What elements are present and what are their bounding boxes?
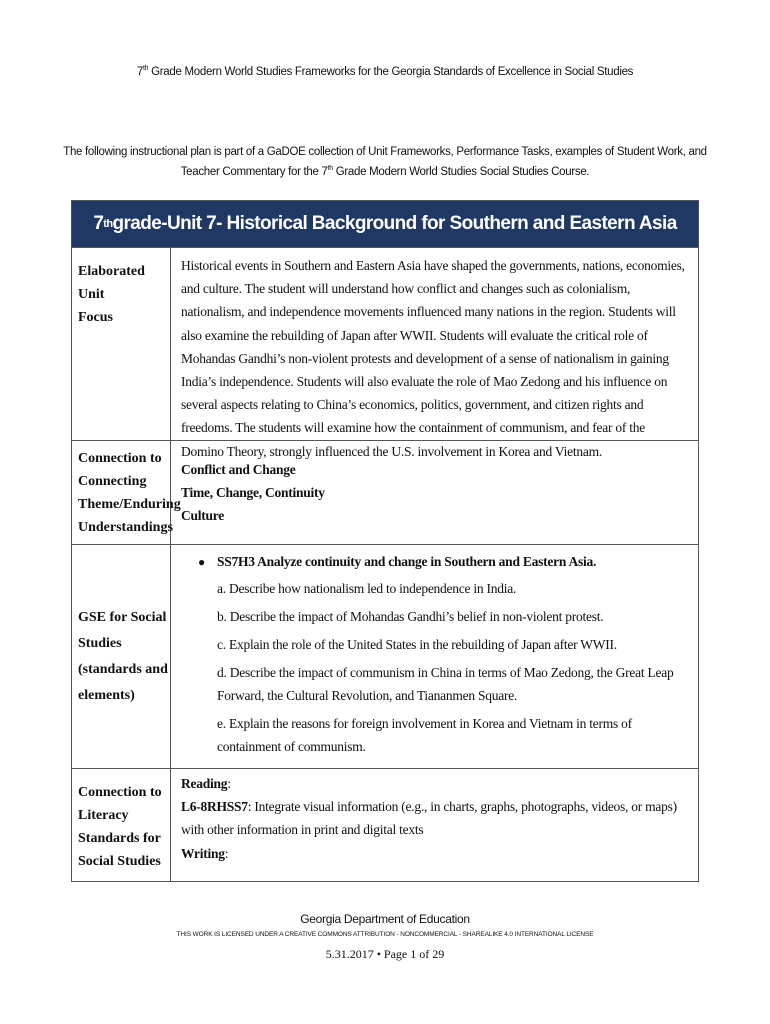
intro-paragraph [60, 142, 710, 182]
literacy-content [171, 769, 698, 881]
reading-standard: L6-8RHSS7: Integrate visual information (e.g., in charts, graphs, photographs, videos, or maps) with other information in print and digital texts [181, 799, 677, 838]
row-literacy-standards [72, 769, 698, 881]
footer-organization: Georgia Department of Education [300, 912, 470, 926]
header-text: Grade Modern World Studies Frameworks for the Georgia Standards of Excellence in Social Studies [148, 66, 634, 78]
footer-page-number: 5.31.2017 • Page 1 of 29 [325, 947, 445, 961]
element-item: b. Describe the impact of Mohandas Gandhi’s belief in non-violent protest. [217, 609, 604, 625]
element-item: a. Describe how nationalism led to independence in India. [217, 581, 517, 597]
header-grade-number: 7 [136, 66, 143, 78]
theme-item: Conflict and Change [181, 462, 296, 477]
unit-framework-table [71, 200, 699, 882]
themes-list [171, 441, 698, 544]
bullet-icon: ● [198, 555, 205, 569]
row-label: Connection to Connecting Theme/Enduring Understandings [72, 441, 171, 544]
theme-item: Time, Change, Continuity [181, 485, 325, 501]
row-label: Connection to Literacy Standards for Social Studies [72, 769, 171, 881]
footer-license: THIS WORK IS LICENSED UNDER A CREATIVE COMMONS ATTRIBUTION - NONCOMMERCIAL - SHAREALIKE 4.0 INTERNATIONAL LICENSE [176, 931, 594, 938]
header-grade-superscript: th [142, 65, 149, 73]
gse-content [171, 545, 698, 768]
intro-line-2: Teacher Commentary for the 7th Grade Modern World Studies Social Studies Course. [180, 165, 590, 178]
element-item: d. Describe the impact of communism in China in terms of Mao Zedong, the Great Leap Forward, the Cultural Revolution, and Tiananmen Square. [217, 665, 674, 704]
row-label: Elaborated Unit Focus [72, 248, 171, 440]
row-connecting-themes [72, 441, 698, 545]
theme-item: Culture [181, 508, 225, 524]
focus-text: Historical events in Southern and Eastern Asia have shaped the governments, nations, economies, and culture. The student will understand how conflict and changes such as colonialism, nationalism, and independence movements influenced many nations in the region. Students will also examine the rebuilding of Japan after WWII. Students will evaluate the critical role of Mohandas Gandhi’s non-violent protests and development of a sense of nationalism in gaining India’s independence. Students will also evaluate the role of Mao Zedong and his influence on several aspects relating to China’s economics, politics, government, and citizen rights and freedoms. The students will examine how the containment of communism, and fear of the Domino Theory, strongly influenced the U.S. involvement in Korea and Vietnam. [181, 258, 685, 459]
intro-line-1: The following instructional plan is part of a GaDOE collection of Unit Frameworks, Performance Tasks, examples of Student Work, and [63, 146, 707, 158]
page-header [0, 66, 770, 78]
row-elaborated-focus [72, 248, 698, 459]
unit-title: 7 th grade-Unit 7- Historical Background for Southern and Eastern Asia [72, 201, 698, 248]
writing-heading: Writing: [181, 845, 229, 861]
element-item: c. Explain the role of the United States in the rebuilding of Japan after WWII. [217, 637, 617, 653]
row-gse-standards [72, 545, 698, 769]
row-label: GSE for Social Studies (standards and elements) [72, 545, 171, 768]
reading-heading: Reading: [181, 776, 231, 791]
element-item: e. Explain the reasons for foreign involvement in Korea and Vietnam in terms of containment of communism. [217, 716, 632, 755]
standard-item: ● SS7H3 Analyze continuity and change in Southern and Eastern Asia. [181, 550, 690, 574]
